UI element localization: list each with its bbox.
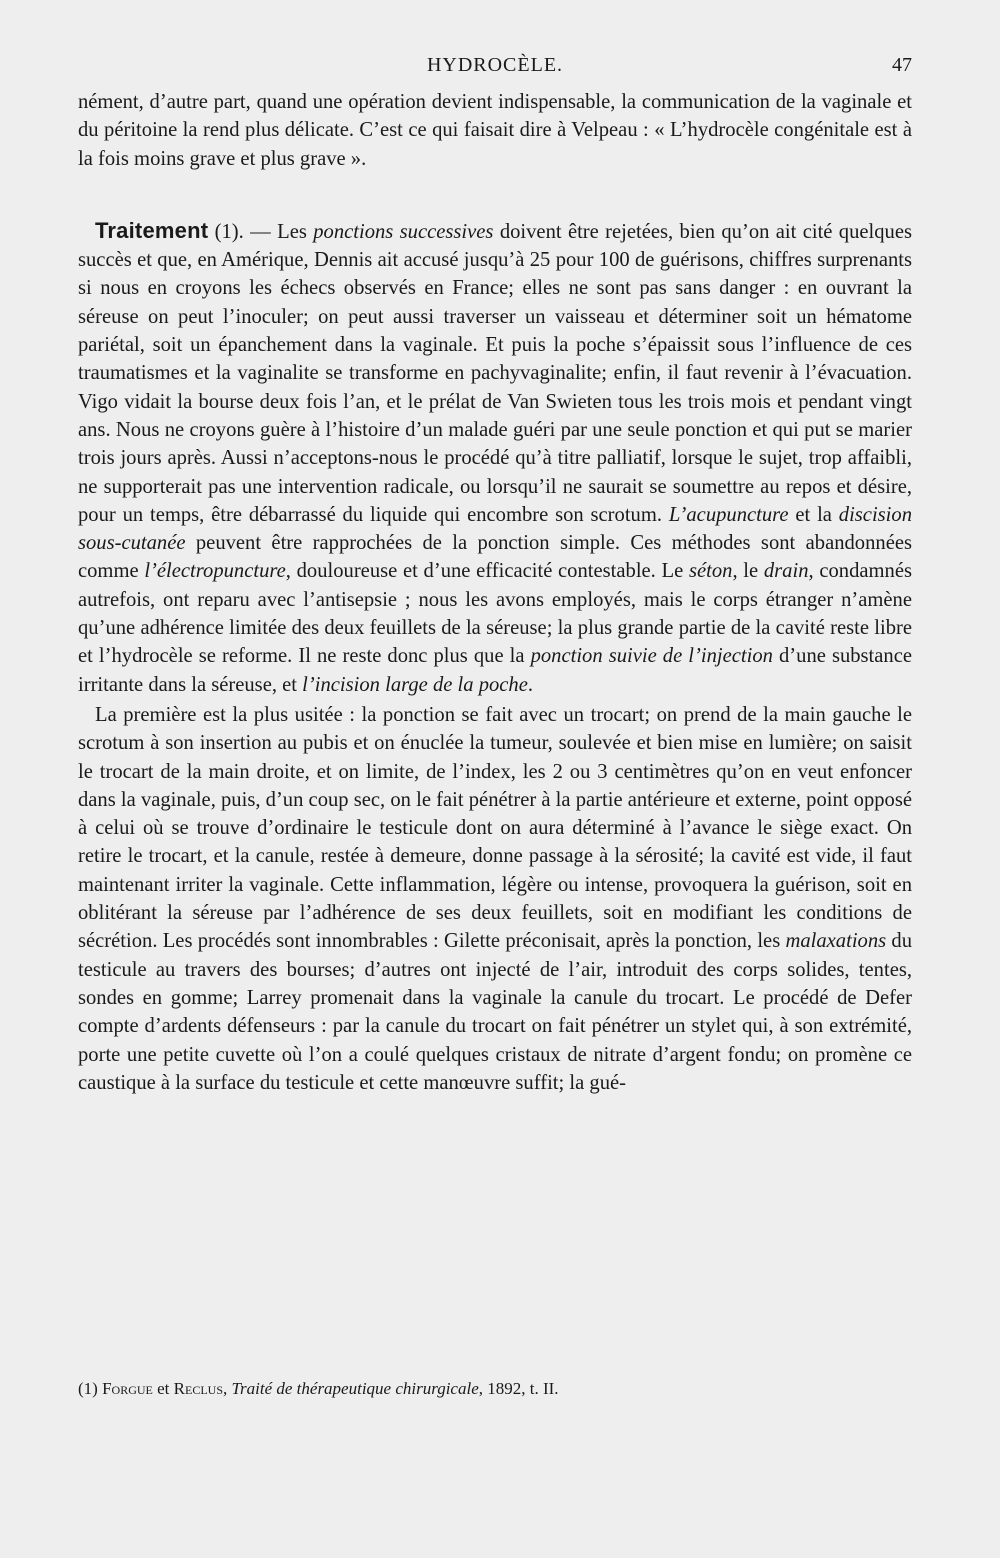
text-run: peuvent être rapprochées de la ponction simple. Ces méthodes sont abandonnées comme: [78, 532, 912, 583]
italic-term: L’acupuncture: [668, 503, 789, 526]
italic-term: l’électropuncture: [144, 560, 286, 583]
text-run: , le: [732, 560, 764, 583]
italic-term: discision sous-cutanée: [78, 503, 912, 555]
footnote-author: Reclus: [173, 1379, 223, 1398]
footnote-author: Forgue: [102, 1379, 153, 1398]
text-run: doivent être rejetées, bien qu’on ait cité quelques succès et que, en Amérique, Dennis ait accusé jusqu’à 25 pour 100 de guérisons, chiffres surprenants si nous en croyons les échecs observés en France; elles ne sont pas sans danger : en ouvrant la séreuse on peut l’inoculer; on peut aussi traverser un vaisseau et déterminer soit un hématome pariétal, soit un épanchement dans la vaginale. Et puis la poche s’épaissit sous l’influence de ces traumatismes et la vaginalite se transforme en pachyvaginalite; enfin, il faut revenir à l’évacuation. Vigo vidait la bourse deux fois l’an, et le prélat de Van Swieten tous les trois mois et pendant vingt ans. Nous ne croyons guère à l’histoire d’un malade guéri par une seule ponction et qui put se marier trois jours après. Aussi n’acceptons-nous le procédé qu’à titre palliatif, lorsque le sujet, trop affaibli, ne supporterait pas une intervention radicale, ou lorsqu’il ne saurait se soumettre au repos et désire, pour un temps, être débarrassé du liquide qui encombre son scrotum.: [78, 220, 913, 526]
footnote: (1) Forgue et Reclus, Traité de thérapeutique chirurgicale, 1892, t. II.: [78, 1379, 559, 1398]
paragraph-continuation: nément, d’autre part, quand une opération devient indispensable, la communication de la vaginale et du péritoine la rend plus délicate. C’est ce qui faisait dire à Velpeau : « L’hydrocèle congénitale est à la fois moins grave et plus grave ».: [78, 91, 912, 170]
italic-term: ponctions successives: [313, 220, 494, 243]
italic-term: drain: [763, 560, 809, 583]
page-number: 47: [892, 54, 912, 76]
paragraph-traitement: [78, 217, 912, 699]
text-run: . — Les: [238, 220, 314, 243]
page-header: [78, 54, 912, 84]
text-run: du testicule au travers des bourses; d’autres ont injecté de l’air, introduit des corps solides, tentes, sondes en gomme; Larrey promenait dans la vaginale la canule du trocart. Le procédé de Defer compte d’ardents défenseurs : par la canule du trocart on fait pénétrer un stylet qui, à son extrémité, porte une petite cuvette où l’on a coulé quelques cristaux de nitrate d’argent fondu; on promène ce caustique à la surface du testicule et cette manœuvre suffit; la gué-: [78, 930, 912, 1094]
text-run: , condamnés autrefois, ont reparu avec l’antisepsie ; nous les avons employés, mais le corps étranger n’amène qu’une adhérence limitée des deux feuillets de la séreuse; la plus grande partie de la cavité reste libre et l’hydrocèle se reforme. Il ne reste donc plus que la: [78, 560, 912, 668]
italic-term: séton: [688, 560, 733, 583]
text-run: d’une substance irritante dans la séreuse, et: [78, 645, 913, 696]
text-run: , douloureuse et d’une efficacité contestable. Le: [285, 560, 689, 583]
text-run: La première est la plus usitée : la ponction se fait avec un trocart; on prend de la main gauche le scrotum à son insertion au pubis et on énuclée la tumeur, soulevée et bien mise en lumière; on saisit le trocart de la main droite, et on limite, de l’index, les 2 ou 3 centimètres qu’on en veut enfoncer dans la vaginale, puis, d’un coup sec, on le fait pénétrer à la partie antérieure et externe, point opposé à celui où se trouve d’ordinaire le testicule dont on aura déterminé à l’avance le siège exact. On retire le trocart, et la canule, restée à demeure, donne passage à la sérosité; la cavité est vide, il faut maintenant irriter la vaginale. Cette inflammation, légère ou intense, provoquera la guérison, soit en oblitérant la séreuse par l’adhérence de ses deux feuillets, soit en modifiant les conditions de sécrétion. Les procédés sont innombrables : Gilette préconisait, après la ponction, les: [78, 703, 912, 953]
running-head: HYDROCÈLE.: [426, 54, 564, 76]
italic-term: ponction suivie de l’injection: [530, 645, 773, 668]
footnote-details: , 1892, t. II.: [478, 1379, 559, 1398]
footnote-title: Traité de thérapeutique chirurgicale: [231, 1379, 479, 1398]
text-run: .: [527, 673, 534, 696]
footnote-conjunction: et: [157, 1379, 170, 1398]
body-text: [78, 88, 912, 1097]
italic-term: malaxations: [785, 930, 887, 953]
footnote-reference: (1): [214, 220, 239, 243]
italic-term: l’incision large de la poche: [302, 673, 528, 696]
text-run: et la: [788, 503, 839, 526]
paragraph-premiere: [78, 701, 912, 1097]
footnote-marker: (1): [78, 1379, 98, 1398]
section-heading: Traitement: [95, 217, 209, 243]
